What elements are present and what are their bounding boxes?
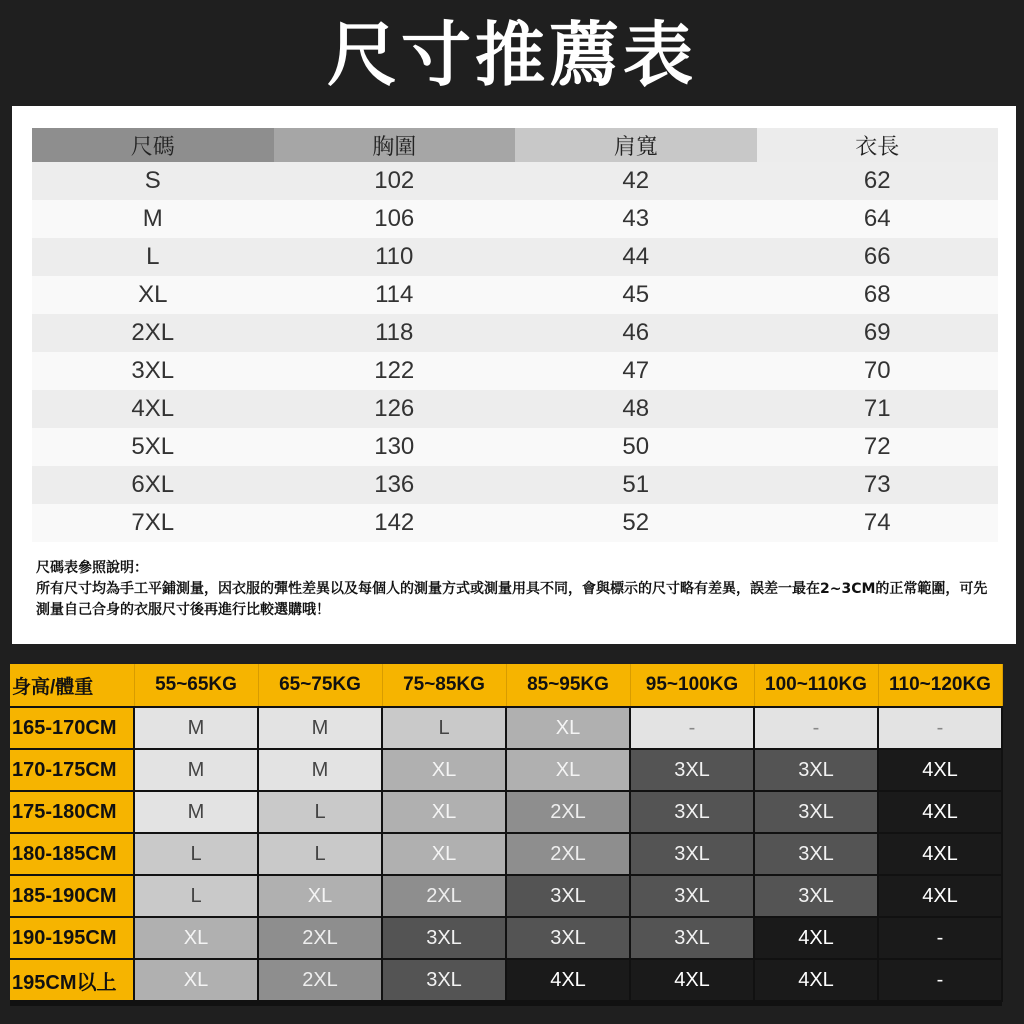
size-table-cell: 46 [515,314,757,352]
recommend-size-cell: 4XL [506,959,630,1001]
recommend-size-cell: M [134,707,258,749]
size-table-row [32,200,998,238]
recommend-size-cell: M [134,791,258,833]
recommend-panel [10,664,1002,1006]
weight-range-header: 95~100KG [630,664,754,707]
size-table-cell: 48 [515,390,757,428]
size-table-cell: 126 [274,390,516,428]
recommend-size-cell: - [630,707,754,749]
size-table-cell: 47 [515,352,757,390]
size-note-heading: 尺碼表參照說明： [36,560,148,576]
size-table-cell: 136 [274,466,516,504]
weight-range-header: 100~110KG [754,664,878,707]
size-table-header-cell: 胸圍 [274,128,516,162]
recommend-size-cell: 4XL [878,833,1002,875]
weight-range-header: 65~75KG [258,664,382,707]
recommend-size-cell: M [258,707,382,749]
recommend-size-cell: - [878,707,1002,749]
size-table-cell: 7XL [32,504,274,542]
recommend-size-cell: 3XL [630,917,754,959]
recommend-size-cell: 4XL [878,875,1002,917]
size-table-cell: L [32,238,274,276]
recommend-size-cell: L [382,707,506,749]
recommend-row [10,959,1002,1001]
recommend-size-cell: 3XL [754,749,878,791]
size-table-cell: M [32,200,274,238]
weight-range-header: 55~65KG [134,664,258,707]
recommend-size-cell: 3XL [754,791,878,833]
size-table-cell: 51 [515,466,757,504]
recommend-size-cell: 2XL [382,875,506,917]
weight-range-header: 110~120KG [878,664,1002,707]
recommend-size-cell: 3XL [630,791,754,833]
size-table-cell: S [32,162,274,200]
size-table-cell: 50 [515,428,757,466]
height-range-label: 180-185CM [10,833,134,875]
size-table-cell: XL [32,276,274,314]
height-range-label: 175-180CM [10,791,134,833]
size-table-cell: 69 [757,314,999,352]
size-table-cell: 122 [274,352,516,390]
recommend-size-cell: 2XL [506,791,630,833]
size-table-cell: 64 [757,200,999,238]
weight-range-header: 85~95KG [506,664,630,707]
recommend-size-cell: XL [382,791,506,833]
recommend-size-cell: 3XL [754,833,878,875]
size-table-cell: 74 [757,504,999,542]
recommend-size-cell: - [878,917,1002,959]
recommend-size-cell: 3XL [382,917,506,959]
recommend-size-cell: 4XL [754,917,878,959]
recommend-header-row [10,664,1002,707]
page-title: 尺寸推薦表 [327,14,697,96]
size-note [36,558,996,621]
recommend-row [10,833,1002,875]
recommend-size-cell: - [878,959,1002,1001]
recommend-row [10,791,1002,833]
recommend-size-cell: L [134,875,258,917]
recommend-table [10,664,1003,1002]
recommend-row [10,917,1002,959]
size-table-cell: 43 [515,200,757,238]
size-table-row [32,276,998,314]
recommend-size-cell: 4XL [878,791,1002,833]
recommend-size-cell: XL [382,833,506,875]
size-table-row [32,352,998,390]
size-table-cell: 2XL [32,314,274,352]
recommend-size-cell: 3XL [506,917,630,959]
height-range-label: 190-195CM [10,917,134,959]
size-table-cell: 5XL [32,428,274,466]
recommend-size-cell: 2XL [258,959,382,1001]
size-table-header-cell: 肩寬 [515,128,757,162]
height-range-label: 170-175CM [10,749,134,791]
size-table-cell: 130 [274,428,516,466]
recommend-size-cell: L [258,791,382,833]
size-table-cell: 106 [274,200,516,238]
recommend-size-cell: 3XL [630,875,754,917]
recommend-size-cell: 4XL [878,749,1002,791]
size-table-cell: 102 [274,162,516,200]
size-table-cell: 45 [515,276,757,314]
size-table-cell: 114 [274,276,516,314]
size-table-cell: 44 [515,238,757,276]
recommend-row [10,707,1002,749]
recommend-size-cell: L [134,833,258,875]
size-table-header [32,128,998,162]
recommend-size-cell: 3XL [382,959,506,1001]
recommend-corner-label: 身高/體重 [10,664,134,707]
recommend-size-cell: M [258,749,382,791]
height-range-label: 165-170CM [10,707,134,749]
size-table-cell: 3XL [32,352,274,390]
recommend-size-cell: 3XL [630,749,754,791]
recommend-size-cell: L [258,833,382,875]
size-table-row [32,390,998,428]
recommend-size-cell: XL [134,917,258,959]
size-table-header-cell: 尺碼 [32,128,274,162]
recommend-size-cell: XL [382,749,506,791]
size-table-cell: 71 [757,390,999,428]
recommend-size-cell: XL [134,959,258,1001]
weight-range-header: 75~85KG [382,664,506,707]
size-table-header-cell: 衣長 [757,128,999,162]
size-table-cell: 4XL [32,390,274,428]
recommend-size-cell: XL [258,875,382,917]
size-table [32,128,998,542]
recommend-size-cell: 2XL [258,917,382,959]
size-table-cell: 62 [757,162,999,200]
recommend-row [10,875,1002,917]
size-table-cell: 72 [757,428,999,466]
size-table-cell: 110 [274,238,516,276]
height-range-label: 185-190CM [10,875,134,917]
size-table-row [32,238,998,276]
size-table-row [32,428,998,466]
size-table-cell: 118 [274,314,516,352]
recommend-size-cell: - [754,707,878,749]
recommend-size-cell: XL [506,749,630,791]
height-range-label: 195CM以上 [10,959,134,1001]
size-table-cell: 6XL [32,466,274,504]
recommend-size-cell: 2XL [506,833,630,875]
size-table-row [32,314,998,352]
size-table-cell: 73 [757,466,999,504]
recommend-row [10,749,1002,791]
size-table-cell: 66 [757,238,999,276]
size-table-cell: 142 [274,504,516,542]
recommend-size-cell: 4XL [754,959,878,1001]
size-table-cell: 52 [515,504,757,542]
size-table-row [32,466,998,504]
size-table-row [32,504,998,542]
size-table-row [32,162,998,200]
size-table-cell: 68 [757,276,999,314]
size-table-cell: 70 [757,352,999,390]
size-note-body: 所有尺寸均為手工平鋪測量，因衣服的彈性差異以及每個人的測量方式或測量用具不同，會與標示的尺寸略有差異，誤差一最在2~3CM的正常範圍，可先測量自己合身的衣服尺寸後再進行比較選購哦！ [36,581,988,618]
recommend-size-cell: 3XL [754,875,878,917]
recommend-size-cell: 3XL [506,875,630,917]
size-table-cell: 42 [515,162,757,200]
size-chart-panel [12,106,1016,644]
recommend-size-cell: 4XL [630,959,754,1001]
recommend-size-cell: XL [506,707,630,749]
recommend-size-cell: M [134,749,258,791]
recommend-size-cell: 3XL [630,833,754,875]
